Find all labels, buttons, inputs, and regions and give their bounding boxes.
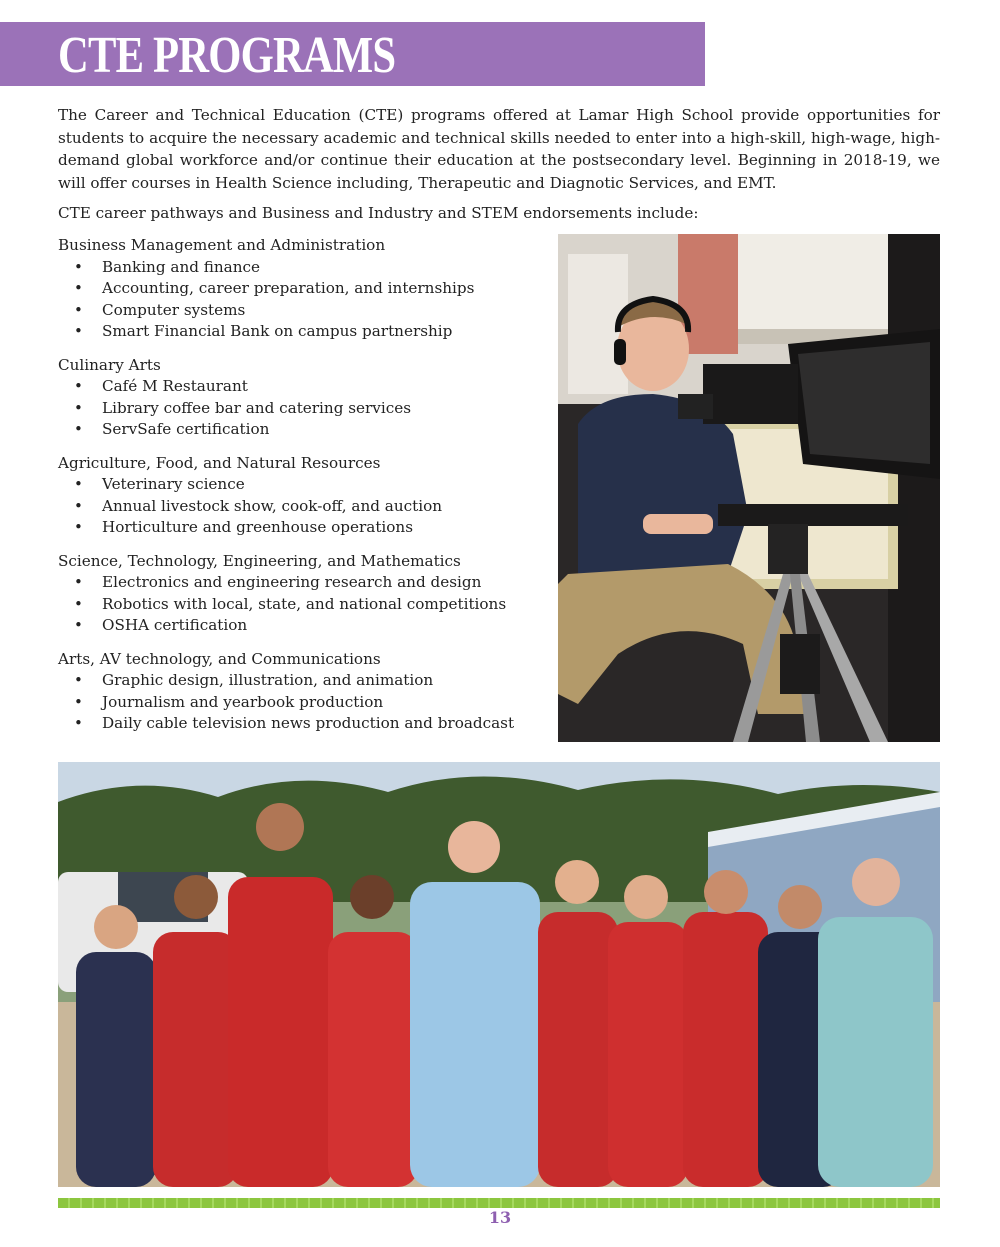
bullet-icon: •: [74, 594, 83, 613]
list-item: [58, 376, 548, 398]
pathway-group: [58, 453, 548, 539]
group-photo-illustration: [58, 762, 940, 1187]
bullet-icon: •: [74, 322, 83, 340]
pathways-list: [58, 235, 548, 747]
pathways-lead: CTE career pathways and Business and Industry and STEM endorsements include:: [58, 204, 699, 222]
group-photo: [58, 762, 940, 1187]
list-item-text: Daily cable television news production and broadcast: [102, 714, 515, 732]
bullet-icon: •: [74, 475, 83, 493]
list-item: [58, 278, 548, 300]
pathway-title: Agriculture, Food, and Natural Resources: [58, 453, 381, 472]
footer-bar: [58, 1198, 940, 1208]
bullet-icon: •: [74, 420, 83, 438]
bullet-icon: •: [74, 496, 83, 515]
list-item: [58, 321, 548, 343]
list-item: [58, 713, 548, 735]
bullet-icon: •: [74, 518, 83, 536]
list-item: [58, 670, 548, 692]
bullet-icon: •: [74, 671, 83, 689]
list-item-text: Library coffee bar and catering services: [102, 398, 412, 417]
list-item: [58, 398, 548, 420]
list-item-text: Electronics and engineering research and design: [102, 573, 482, 591]
list-item-text: Smart Financial Bank on campus partnership: [102, 322, 453, 340]
pathway-group: [58, 649, 548, 735]
bullet-icon: •: [74, 300, 83, 319]
bullet-icon: •: [74, 573, 83, 591]
list-item: [58, 496, 548, 518]
list-item: [58, 615, 548, 637]
bullet-icon: •: [74, 692, 83, 711]
list-item: [58, 572, 548, 594]
list-item: [58, 300, 548, 322]
camera-student-photo: [558, 234, 940, 742]
bullet-icon: •: [74, 257, 83, 276]
list-item-text: Horticulture and greenhouse operations: [102, 518, 414, 536]
page-title: CTE PROGRAMS: [58, 27, 396, 84]
bullet-icon: •: [74, 616, 83, 634]
pathway-title: Arts, AV technology, and Communications: [58, 649, 381, 668]
pathway-group: [58, 355, 548, 441]
list-item-text: Café M Restaurant: [102, 377, 248, 395]
intro-paragraph: The Career and Technical Education (CTE) programs offered at Lamar High School provide opportunities for students to acquire the necessary academic and technical skills needed to enter into a high-skill, high-wage, high-demand global workforce and/or continue their education at the postsecondary level. Beginning in 2018-19, we will offer courses in Health Science including, Therapeutic and Diagnotic Services, and EMT.: [58, 106, 940, 192]
list-item: [58, 474, 548, 496]
pathway-group: [58, 551, 548, 637]
bullet-icon: •: [74, 398, 83, 417]
list-item: [58, 257, 548, 279]
list-item-text: ServSafe certification: [102, 420, 270, 438]
pathway-title: Culinary Arts: [58, 355, 161, 374]
list-item-text: Graphic design, illustration, and animation: [102, 671, 434, 689]
pathway-group: [58, 235, 548, 343]
list-item-text: Veterinary science: [102, 475, 245, 493]
page-number: 13: [488, 1208, 512, 1227]
list-item: [58, 692, 548, 714]
list-item-text: Robotics with local, state, and national competitions: [102, 594, 507, 613]
camera-photo-illustration: [558, 234, 940, 742]
list-item: [58, 419, 548, 441]
list-item-text: Accounting, career preparation, and internships: [102, 279, 475, 297]
bullet-icon: •: [74, 714, 83, 732]
pathway-title: Science, Technology, Engineering, and Mathematics: [58, 551, 461, 570]
pathway-title: Business Management and Administration: [58, 236, 386, 254]
list-item-text: Banking and finance: [102, 257, 261, 276]
list-item: [58, 517, 548, 539]
list-item-text: OSHA certification: [102, 616, 248, 634]
list-item-text: Computer systems: [102, 300, 246, 319]
list-item-text: Annual livestock show, cook-off, and auction: [102, 496, 443, 515]
list-item-text: Journalism and yearbook production: [102, 692, 384, 711]
list-item: [58, 594, 548, 616]
bullet-icon: •: [74, 377, 83, 395]
bullet-icon: •: [74, 279, 83, 297]
